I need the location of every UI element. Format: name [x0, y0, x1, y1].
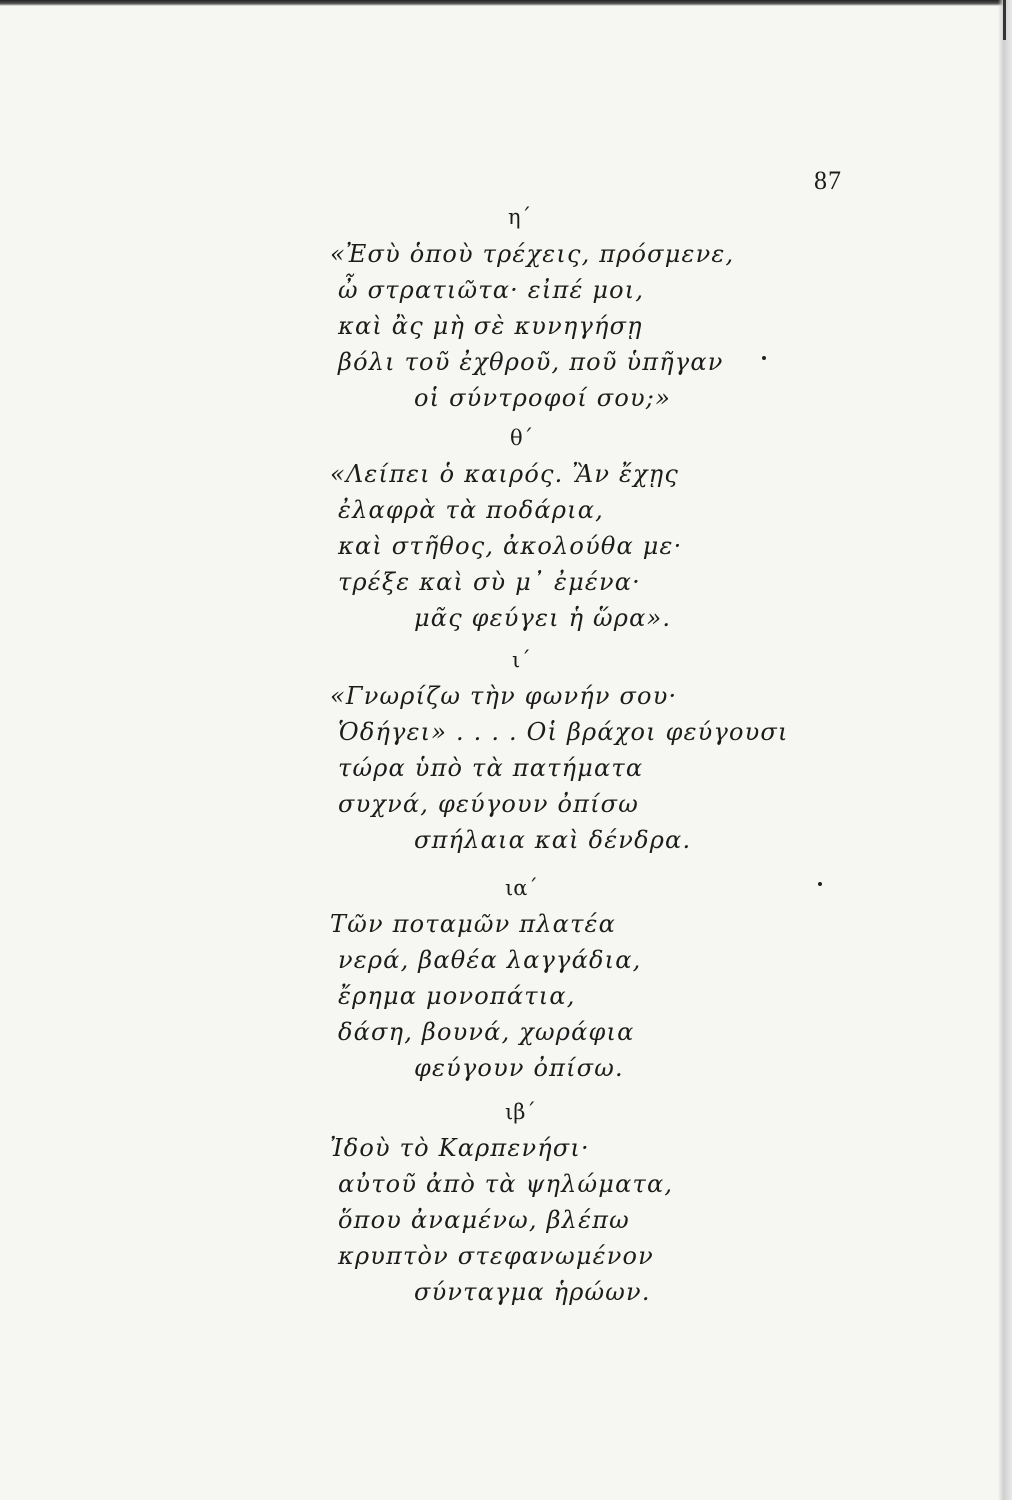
verse-line: καὶ ἂς μὴ σὲ κυνηγήσῃ	[338, 312, 643, 340]
verse-line: τώρα ὑπὸ τὰ πατήματα	[338, 754, 644, 782]
verse-line: ἐλαφρὰ τὰ ποδάρια,	[338, 496, 604, 524]
verse-line: «Λείπει ὁ καιρός. Ἂν ἔχῃς	[330, 460, 679, 488]
stanza-numeral: η΄	[508, 205, 532, 229]
scan-right-edge	[998, 0, 1012, 1500]
stanza	[330, 236, 734, 416]
scan-top-edge	[0, 0, 1012, 6]
stanza-numeral: ι΄	[512, 648, 531, 672]
scan-speck	[818, 882, 822, 886]
verse-line: δάση, βουνά, χωράφια	[338, 1018, 635, 1046]
stanza	[330, 1130, 673, 1310]
verse-line: «Ἐσὺ ὁποὺ τρέχεις, πρόσμενε,	[330, 240, 735, 268]
verse-line: τρέξε καὶ σὺ μ᾿ ἐμένα·	[338, 568, 641, 596]
scan-edge-mark	[1003, 0, 1006, 40]
verse-line: συχνά, φεύγουν ὀπίσω	[338, 790, 640, 818]
stanza-numeral: ια΄	[505, 876, 538, 900]
verse-line: αὐτοῦ ἀπὸ τὰ ψηλώματα,	[338, 1170, 674, 1198]
verse-line: ἔρημα μονοπάτια,	[338, 982, 576, 1010]
verse-line: σπήλαια καὶ δένδρα.	[414, 826, 692, 854]
verse-line: βόλι τοῦ ἐχθροῦ, ποῦ ὑπῆγαν	[338, 348, 724, 376]
verse-line: σύνταγμα ἡρώων.	[414, 1278, 651, 1306]
verse-line: Ὁδήγει» . . . . Οἱ βράχοι φεύγουσι	[338, 718, 789, 746]
stanza-numeral: θ΄	[510, 426, 534, 450]
stanza	[330, 906, 642, 1086]
page-number: 87	[814, 166, 842, 195]
verse-line: Ἰδοὺ τὸ Καρπενήσι·	[330, 1134, 590, 1162]
verse-line: φεύγουν ὀπίσω.	[414, 1054, 624, 1082]
verse-line: μᾶς φεύγει ἡ ὥρα».	[414, 604, 672, 632]
scan-speck	[762, 356, 766, 360]
verse-line: ὅπου ἀναμένω, βλέπω	[338, 1206, 630, 1234]
verse-line: «Γνωρίζω τὴν φωνήν σου·	[330, 682, 678, 710]
verse-line: κρυπτὸν στεφανωμένον	[338, 1242, 654, 1270]
verse-line: οἱ σύντροφοί σου;»	[414, 384, 671, 412]
verse-line: καὶ στῆθος, ἀκολούθα με·	[338, 532, 683, 560]
verse-line: Τῶν ποταμῶν πλατέα	[330, 910, 617, 938]
stanza	[330, 456, 682, 636]
verse-line: νερά, βαθέα λαγγάδια,	[338, 946, 642, 974]
verse-line: ὦ στρατιῶτα· εἰπέ μοι,	[338, 276, 645, 304]
stanza-numeral: ιβ΄	[505, 1100, 536, 1124]
stanza	[330, 678, 789, 858]
